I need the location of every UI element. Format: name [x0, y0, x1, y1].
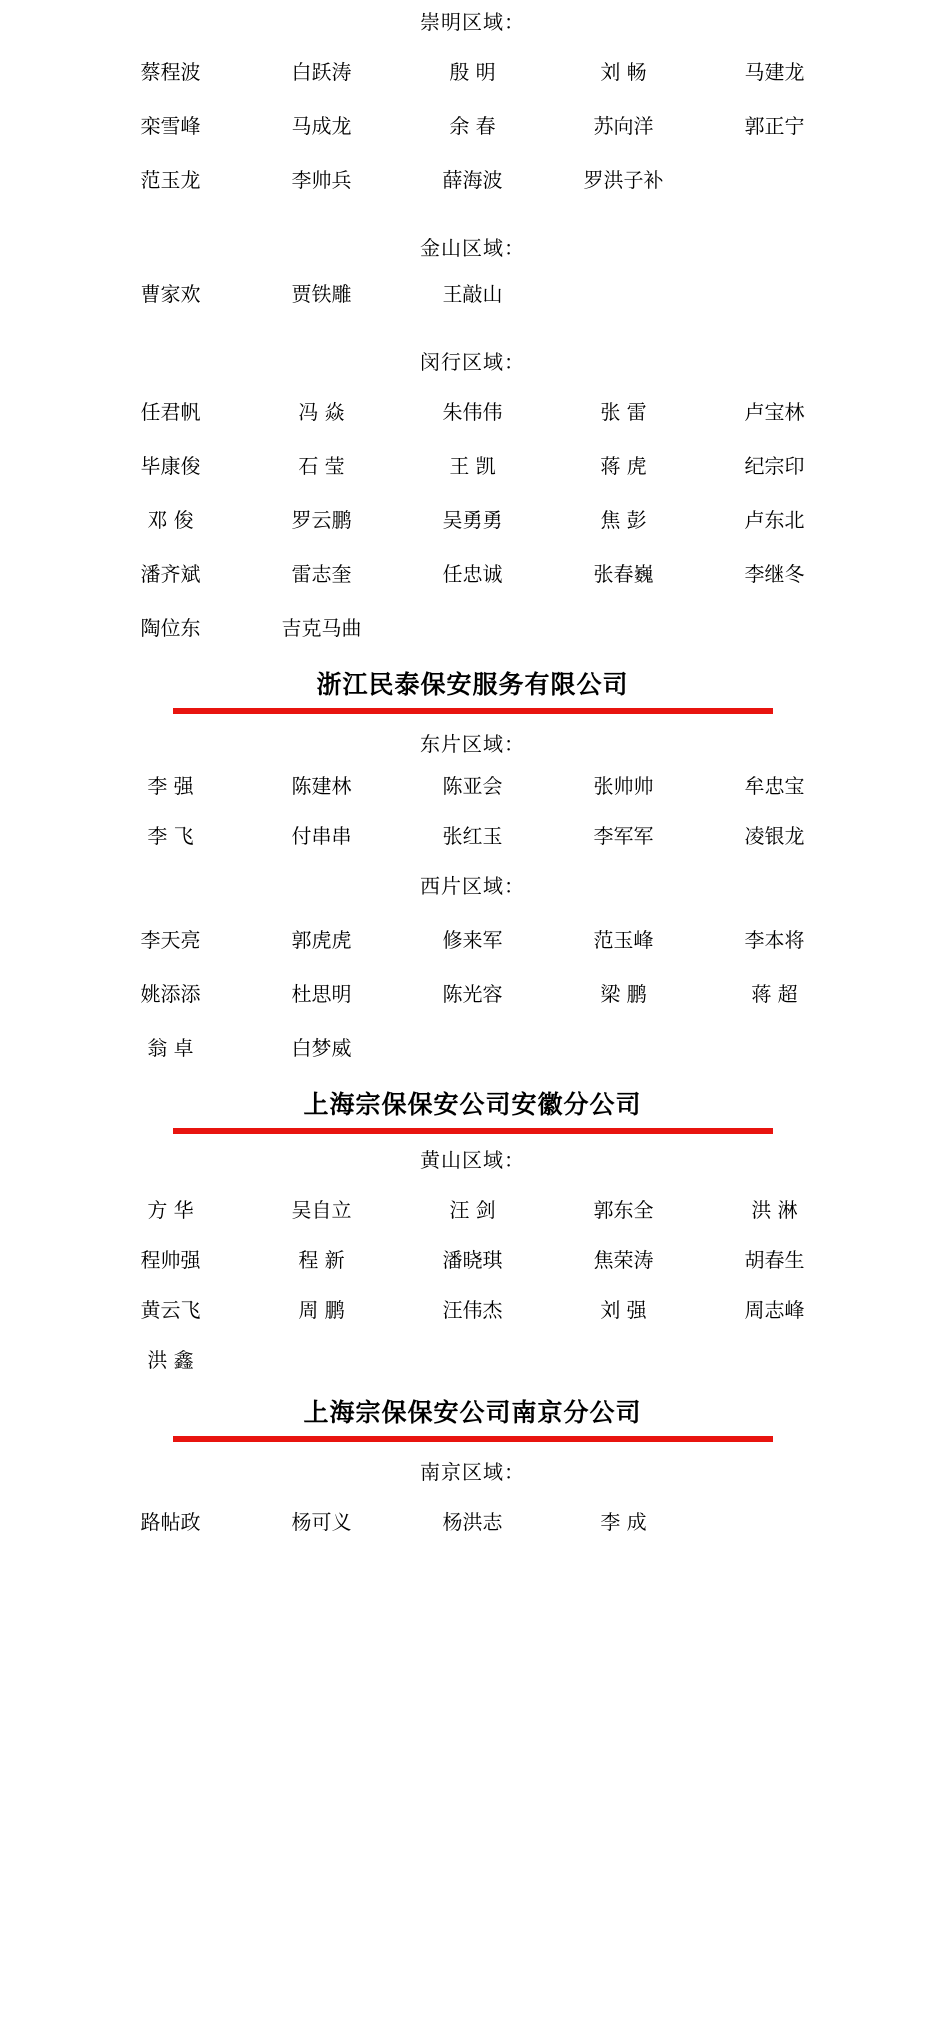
name-cell: 张春巍: [593, 562, 654, 586]
name-cell: 陈亚会: [442, 774, 503, 798]
name-cell: 李 成: [600, 1510, 647, 1534]
name-cell: 吉克马曲: [281, 616, 362, 640]
table-row: [95, 1510, 850, 1534]
name-cell: 杨洪志: [442, 1510, 503, 1534]
name-cell: 修来军: [442, 928, 503, 952]
name-cell: 李军军: [593, 824, 654, 848]
name-cell: 马成龙: [291, 114, 352, 138]
table-row: [95, 1348, 850, 1372]
table-row: [95, 982, 850, 1006]
name-cell: 付串串: [291, 824, 352, 848]
name-cell: 刘 强: [600, 1298, 647, 1322]
table-row: [95, 928, 850, 952]
name-cell: 陶位东: [140, 616, 201, 640]
company-heading-block: [95, 670, 850, 714]
name-cell: 焦荣涛: [593, 1248, 654, 1272]
table-row: [95, 562, 850, 586]
name-cell: 凌银龙: [744, 824, 805, 848]
region-block-huangshan: [95, 1148, 850, 1372]
name-cell: 张红玉: [442, 824, 503, 848]
name-cell: 张 雷: [600, 400, 647, 424]
name-cell: 汪伟杰: [442, 1298, 503, 1322]
name-cell: 范玉峰: [593, 928, 654, 952]
name-cell: 王 凯: [449, 454, 496, 478]
name-cell: 汪 剑: [449, 1198, 496, 1222]
company-heading-block: [95, 1090, 850, 1134]
name-cell: 白跃涛: [291, 60, 352, 84]
name-cell: 路帖政: [140, 1510, 201, 1534]
top-spacer: [95, 0, 850, 10]
name-cell: 李 飞: [147, 824, 194, 848]
table-row: [95, 1298, 850, 1322]
table-row: [95, 508, 850, 532]
company-heading-block: [95, 1398, 850, 1442]
region-block-dongpian: [95, 732, 850, 848]
name-cell: 卢宝林: [744, 400, 805, 424]
name-cell: 郭东全: [593, 1198, 654, 1222]
name-cell: 吴自立: [291, 1198, 352, 1222]
name-cell: 石 莹: [298, 454, 345, 478]
region-title: 崇明区域：: [420, 10, 525, 34]
name-cell: 梁 鹏: [600, 982, 647, 1006]
name-cell: 焦 彭: [600, 508, 647, 532]
region-title: 闵行区域：: [420, 350, 525, 374]
region-block-xipian: [95, 874, 850, 1060]
name-cell: 洪 淋: [751, 1198, 798, 1222]
table-row: [95, 1248, 850, 1272]
company-title: 上海宗保保安公司南京分公司: [303, 1398, 642, 1427]
name-cell: 杜思明: [291, 982, 352, 1006]
name-cell: 栾雪峰: [140, 114, 201, 138]
name-cell: 白梦威: [291, 1036, 352, 1060]
region-title: 黄山区域：: [420, 1148, 525, 1172]
name-cell: 任忠诚: [442, 562, 503, 586]
table-row: [95, 1198, 850, 1222]
company-title: 浙江民泰保安服务有限公司: [316, 670, 629, 699]
region-block-jinshan: [95, 236, 850, 306]
name-cell: 李继冬: [744, 562, 805, 586]
name-cell: 郭正宁: [744, 114, 805, 138]
name-cell: 冯 焱: [298, 400, 345, 424]
name-cell: 邓 俊: [147, 508, 194, 532]
region-title: 南京区域：: [420, 1460, 525, 1484]
name-cell: 李 强: [147, 774, 194, 798]
name-cell: 李帅兵: [291, 168, 352, 192]
region-block-nanjing: [95, 1460, 850, 1534]
region-title: 东片区域：: [420, 732, 525, 756]
name-cell: 罗洪子补: [583, 168, 664, 192]
name-cell: 牟忠宝: [744, 774, 805, 798]
name-cell: 吴勇勇: [442, 508, 503, 532]
name-cell: 姚添添: [140, 982, 201, 1006]
name-cell: 薛海波: [442, 168, 503, 192]
name-cell: 范玉龙: [140, 168, 201, 192]
table-row: [95, 60, 850, 84]
name-cell: 雷志奎: [291, 562, 352, 586]
name-cell: 胡春生: [744, 1248, 805, 1272]
name-cell: 陈光容: [442, 982, 503, 1006]
name-cell: 刘 畅: [600, 60, 647, 84]
name-cell: 方 华: [147, 1198, 194, 1222]
name-cell: 潘晓琪: [442, 1248, 503, 1272]
table-row: [95, 774, 850, 798]
table-row: [95, 114, 850, 138]
table-row: [95, 400, 850, 424]
table-row: [95, 168, 850, 192]
name-cell: 殷 明: [449, 60, 496, 84]
name-cell: 纪宗印: [744, 454, 805, 478]
name-cell: 程 新: [298, 1248, 345, 1272]
name-cell: 蔡程波: [140, 60, 201, 84]
name-cell: 洪 鑫: [147, 1348, 194, 1372]
name-cell: 李天亮: [140, 928, 201, 952]
name-cell: 余 春: [449, 114, 496, 138]
name-cell: 王敲山: [442, 282, 503, 306]
name-cell: 卢东北: [744, 508, 805, 532]
name-cell: 程帅强: [140, 1248, 201, 1272]
company-title: 上海宗保保安公司安徽分公司: [303, 1090, 642, 1119]
name-cell: 黄云飞: [140, 1298, 201, 1322]
name-cell: 贾铁雕: [291, 282, 352, 306]
table-row: [95, 282, 850, 306]
table-row: [95, 824, 850, 848]
name-cell: 郭虎虎: [291, 928, 352, 952]
region-block-minhang: [95, 350, 850, 640]
name-cell: 曹家欢: [140, 282, 201, 306]
name-cell: 马建龙: [744, 60, 805, 84]
name-cell: 朱伟伟: [442, 400, 503, 424]
name-cell: 李本将: [744, 928, 805, 952]
name-cell: 毕康俊: [140, 454, 201, 478]
name-cell: 蒋 超: [751, 982, 798, 1006]
name-cell: 周 鹏: [298, 1298, 345, 1322]
table-row: [95, 1036, 850, 1060]
name-cell: 周志峰: [744, 1298, 805, 1322]
table-row: [95, 616, 850, 640]
table-row: [95, 454, 850, 478]
name-cell: 陈建林: [291, 774, 352, 798]
name-cell: 任君帆: [140, 400, 201, 424]
region-block-chongming: [95, 10, 850, 192]
name-cell: 杨可义: [291, 1510, 352, 1534]
name-cell: 张帅帅: [593, 774, 654, 798]
region-title: 金山区域：: [420, 236, 525, 260]
name-cell: 罗云鹏: [291, 508, 352, 532]
name-cell: 翁 卓: [147, 1036, 194, 1060]
name-cell: 潘齐斌: [140, 562, 201, 586]
region-title: 西片区域：: [420, 874, 525, 898]
name-cell: 蒋 虎: [600, 454, 647, 478]
name-cell: 苏向洋: [593, 114, 654, 138]
